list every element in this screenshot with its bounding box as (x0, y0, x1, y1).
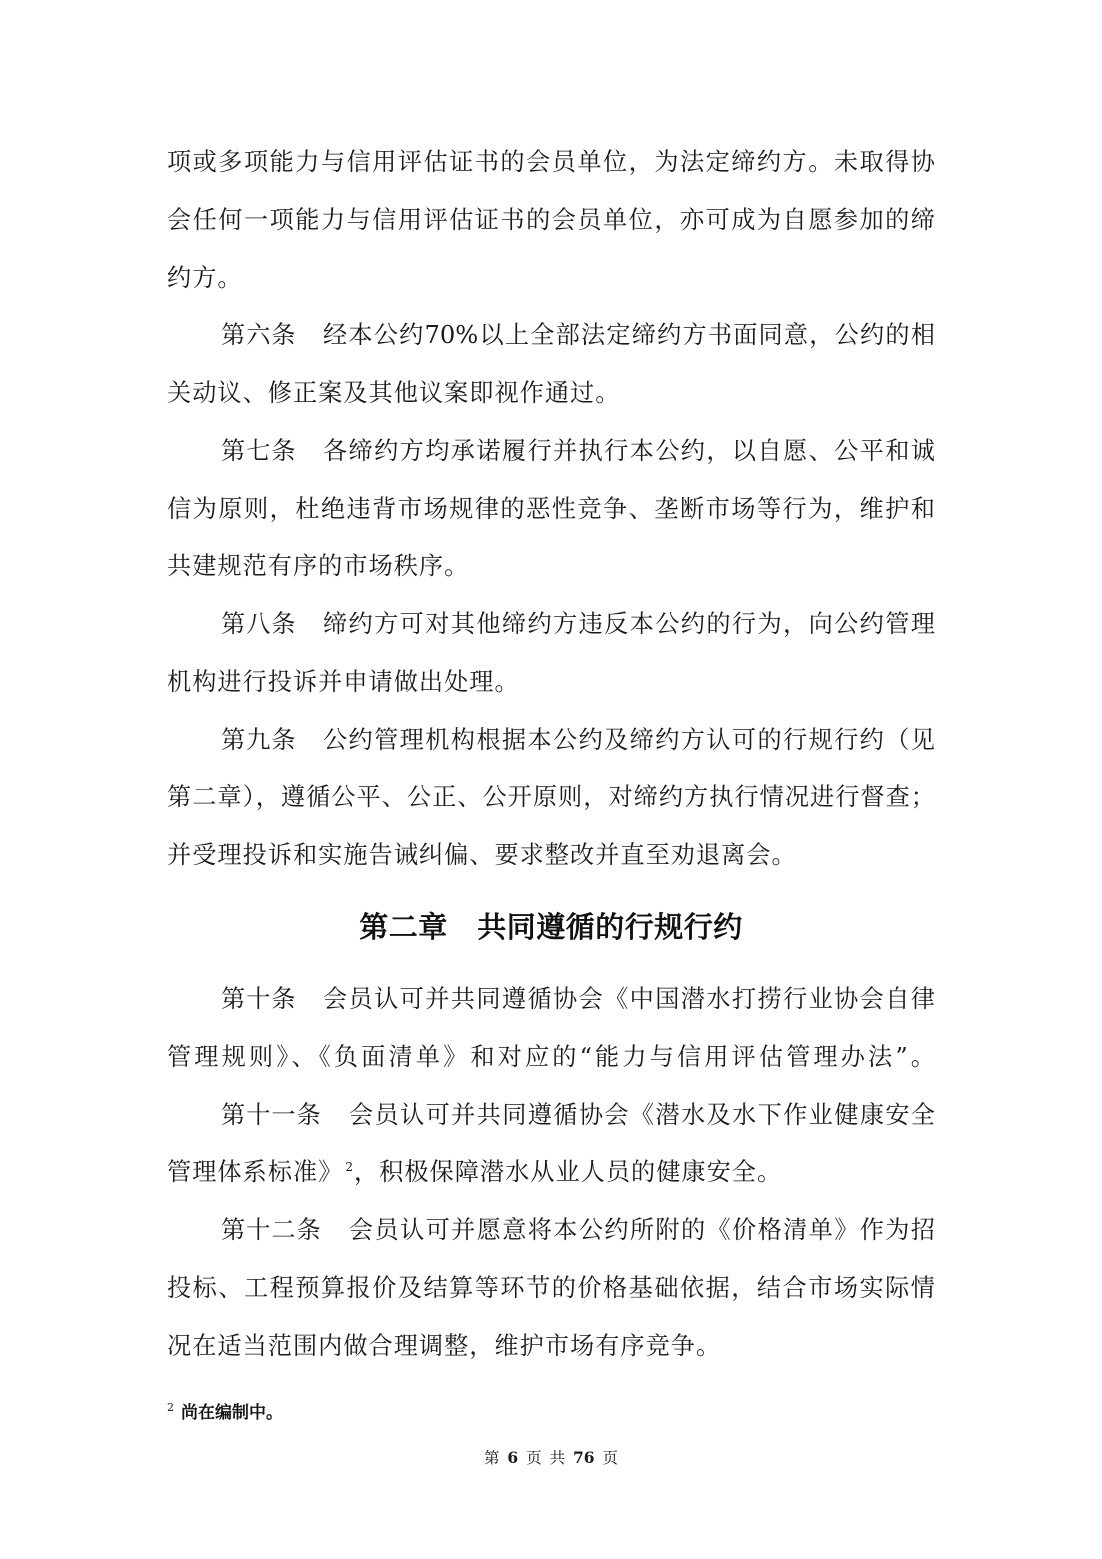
article-label: 第十二条 (221, 1216, 322, 1244)
page-number: 6 (507, 1448, 519, 1467)
article-label: 第十一条 (221, 1100, 322, 1129)
total-pages: 76 (573, 1448, 595, 1467)
article-first-line (167, 712, 935, 770)
paragraph-continuation (167, 134, 935, 307)
article-label: 第六条 (221, 321, 297, 350)
article-7 (167, 423, 935, 596)
text-segment: 管理体系标准》 (167, 1158, 344, 1187)
text-line: 并受理投诉和实施告诫纠偏、要求整改并直至劝退离会。 (167, 841, 797, 869)
text-line: 经本公约70%以上全部法定缔约方书面同意，公约的相 (323, 321, 935, 350)
page-footer (0, 1448, 1102, 1468)
text-line: 各缔约方均承诺履行并执行本公约，以自愿、公平和诚 (323, 436, 935, 465)
article-label: 第九条 (221, 725, 297, 754)
article-8 (167, 596, 935, 712)
article-11 (167, 1087, 935, 1203)
footer-end-label: 页 (602, 1449, 619, 1467)
text-line: 投标、工程预算报价及结算等环节的价格基础依据，结合市场实际情 (167, 1273, 935, 1302)
article-9 (167, 712, 935, 885)
text-line: 信为原则，杜绝违背市场规律的恶性竞争、垄断市场等行为，维护和 (167, 494, 935, 523)
article-label: 第八条 (221, 610, 297, 638)
text-line: 会任何一项能力与信用评估证书的会员单位，亦可成为自愿参加的缔 (167, 205, 935, 234)
text-line: 况在适当范围内做合理调整，维护市场有序竞争。 (167, 1331, 722, 1360)
article-10 (167, 971, 935, 1087)
text-line (167, 1144, 935, 1202)
article-12 (167, 1202, 935, 1375)
article-first-line (167, 307, 935, 365)
article-label: 第七条 (221, 436, 297, 465)
text-line: 项或多项能力与信用评估证书的会员单位，为法定缔约方。未取得协 (167, 148, 935, 176)
footer-of-label: 页 共 (526, 1449, 566, 1467)
text-line: 缔约方可对其他缔约方违反本公约的行为，向公约管理 (323, 610, 935, 638)
document-body (167, 134, 935, 1375)
article-first-line (167, 971, 935, 1029)
footnote-mark: 2 (167, 1401, 174, 1414)
footnote-ref: 2 (345, 1160, 353, 1175)
text-line: 公约管理机构根据本公约及缔约方认可的行规行约（见 (323, 725, 935, 754)
article-first-line (167, 423, 935, 481)
footer-page-label: 第 (483, 1449, 500, 1467)
text-line: 第二章），遵循公平、公正、公开原则，对缔约方执行情况进行督查； (167, 783, 935, 812)
text-line: 约方。 (167, 263, 243, 292)
article-first-line (167, 1087, 935, 1145)
text-line: 共建规范有序的市场秩序。 (167, 552, 470, 581)
text-line: 管理规则》、《负面清单》和对应的“能力与信用评估管理办法”。 (167, 1042, 935, 1071)
text-line: 会员认可并共同遵循协会《潜水及水下作业健康安全 (349, 1100, 935, 1129)
article-first-line (167, 1202, 935, 1260)
article-6 (167, 307, 935, 423)
article-first-line (167, 596, 935, 654)
chapter-heading: 第二章 共同遵循的行规行约 (359, 910, 743, 944)
footnote-text: 尚在编制中。 (181, 1403, 283, 1423)
text-segment: ，积极保障潜水从业人员的健康安全。 (353, 1158, 783, 1187)
text-line: 关动议、修正案及其他议案即视作通过。 (167, 379, 621, 407)
article-label: 第十条 (221, 985, 297, 1013)
text-line: 机构进行投诉并申请做出处理。 (167, 667, 520, 696)
footnote (167, 1401, 283, 1425)
text-line: 会员认可并愿意将本公约所附的《价格清单》作为招 (349, 1216, 935, 1244)
text-line: 会员认可并共同遵循协会《中国潜水打捞行业协会自律 (323, 985, 935, 1013)
